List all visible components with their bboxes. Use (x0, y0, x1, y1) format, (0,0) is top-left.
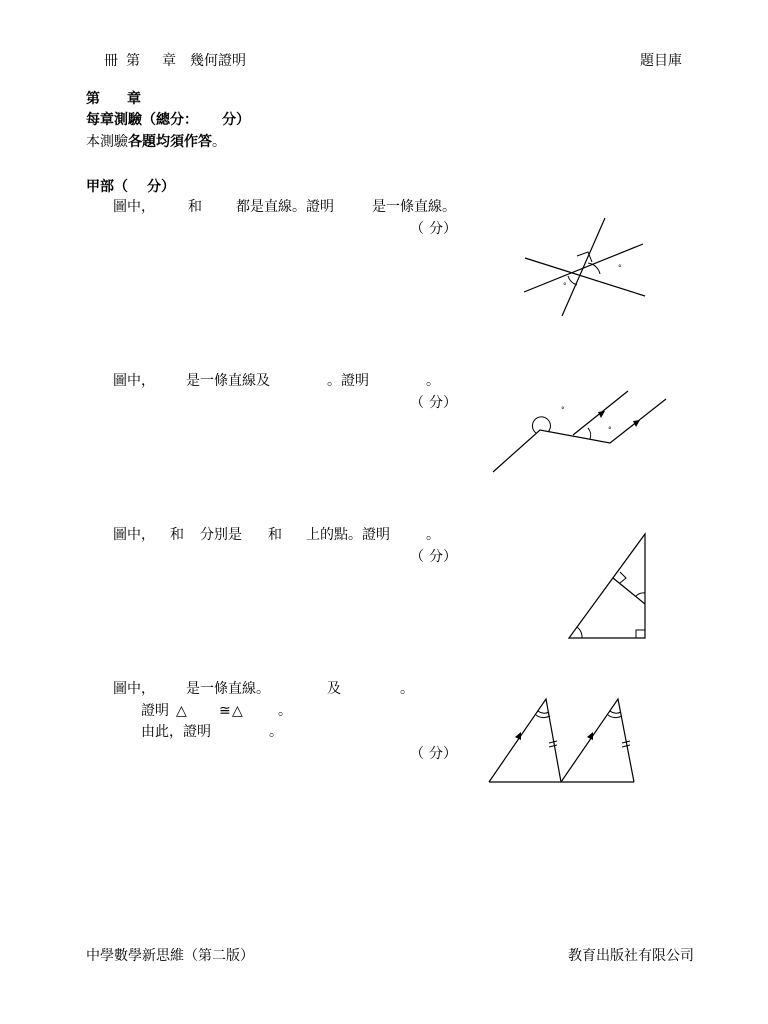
q4-prove-label: 證明 (141, 703, 169, 719)
q4-tick-2b (622, 745, 630, 747)
q2-text-2: 是一條直線及 (186, 373, 270, 389)
q3-text-4: 和 (268, 527, 282, 543)
q1-degree-mark-2: ° (563, 282, 567, 290)
q2-text-3: 。證明 (327, 373, 369, 389)
q4-congruent-symbol: ≅ (219, 703, 231, 719)
q3-text-1: 圖中， (113, 527, 155, 543)
q2-degree-mark-2: ° (608, 426, 612, 434)
header-question-bank: 題目庫 (640, 53, 682, 69)
header-volume-label: 冊 (104, 53, 118, 69)
header-di-label: 第 (126, 53, 140, 69)
q4-marks-open: （ (410, 746, 424, 762)
header-chapter-label: 章 (162, 53, 176, 69)
q4-triangle-1 (489, 699, 561, 782)
q1-marks-open: （ (410, 221, 424, 237)
section-label: 甲部（ (86, 179, 128, 195)
q4-text-2: 是一條直線。 (186, 681, 270, 697)
q3-text-6: 。 (426, 527, 440, 543)
q4-tick-1b (549, 745, 557, 747)
q4-marks-unit: 分） (429, 746, 457, 762)
q3-right-angle-mark-2 (636, 630, 645, 638)
q4-triangle-2 (561, 699, 634, 782)
footer-publisher: 教育出版社有限公司 (568, 948, 694, 964)
q3-text-3: 分別是 (200, 527, 242, 543)
test-total-unit: 分） (222, 112, 250, 128)
section-unit: 分） (147, 179, 175, 195)
header-chapter-title: 幾何證明 (190, 53, 246, 69)
q4-text-4: 。 (400, 681, 414, 697)
chapter-di: 第 (86, 91, 100, 107)
q3-perpendicular (613, 578, 645, 604)
q4-text-1: 圖中， (113, 681, 155, 697)
q4-figure (486, 694, 638, 786)
q4-triangle-symbol-1: △ (176, 703, 187, 719)
q2-marks-unit: 分） (429, 395, 457, 411)
q2-degree-mark-1: ° (561, 406, 565, 414)
q1-figure (520, 214, 650, 320)
q4-angle-arc-2b (608, 715, 622, 718)
q1-angle-arc-2 (588, 263, 600, 274)
q4-tick-1a (549, 741, 557, 743)
q3-text-2: 和 (170, 527, 184, 543)
q1-degree-mark-1: ° (618, 264, 622, 272)
q3-triangle (569, 534, 645, 638)
q3-text-5: 上的點。證明 (306, 527, 390, 543)
test-total-label: 每章測驗（總分： (86, 112, 198, 128)
q4-triangle-symbol-2: △ (232, 703, 243, 719)
q2-marks-open: （ (410, 395, 424, 411)
q4-angle-arc-2a (610, 711, 621, 713)
q3-marks-unit: 分） (429, 549, 457, 565)
q2-figure (490, 388, 670, 478)
q2-text-1: 圖中， (113, 373, 155, 389)
footer-book-title: 中學數學新思維（第二版） (86, 948, 254, 964)
q1-marks-unit: 分） (429, 221, 457, 237)
q3-angle-arc-2 (636, 593, 645, 596)
q3-angle-arc-1 (577, 627, 582, 638)
chapter-zhang: 章 (127, 91, 141, 107)
q4-hence-prove: 由此，證明 (141, 724, 211, 740)
q3-figure (566, 530, 650, 642)
q3-right-angle-mark-1 (620, 572, 626, 583)
q2-text-4: 。 (426, 373, 440, 389)
q1-text-1: 圖中， (113, 199, 155, 215)
q4-line3-end: 。 (269, 724, 283, 740)
q2-polyline (493, 399, 666, 472)
q4-angle-arc-1a (538, 711, 549, 713)
q1-line-1 (562, 218, 605, 316)
instruction-text: 本測驗各題均須作答。 (86, 134, 226, 150)
q1-text-4: 是一條直線。 (372, 199, 456, 215)
q1-line-2 (524, 244, 643, 292)
q3-marks-open: （ (410, 549, 424, 565)
q1-text-2: 和 (188, 199, 202, 215)
q4-line2-end: 。 (278, 703, 292, 719)
q2-angle-arc-2 (588, 428, 591, 439)
q1-text-3: 都是直線。證明 (236, 199, 334, 215)
q4-angle-arc-1b (536, 715, 550, 718)
q4-text-3: 及 (327, 681, 341, 697)
